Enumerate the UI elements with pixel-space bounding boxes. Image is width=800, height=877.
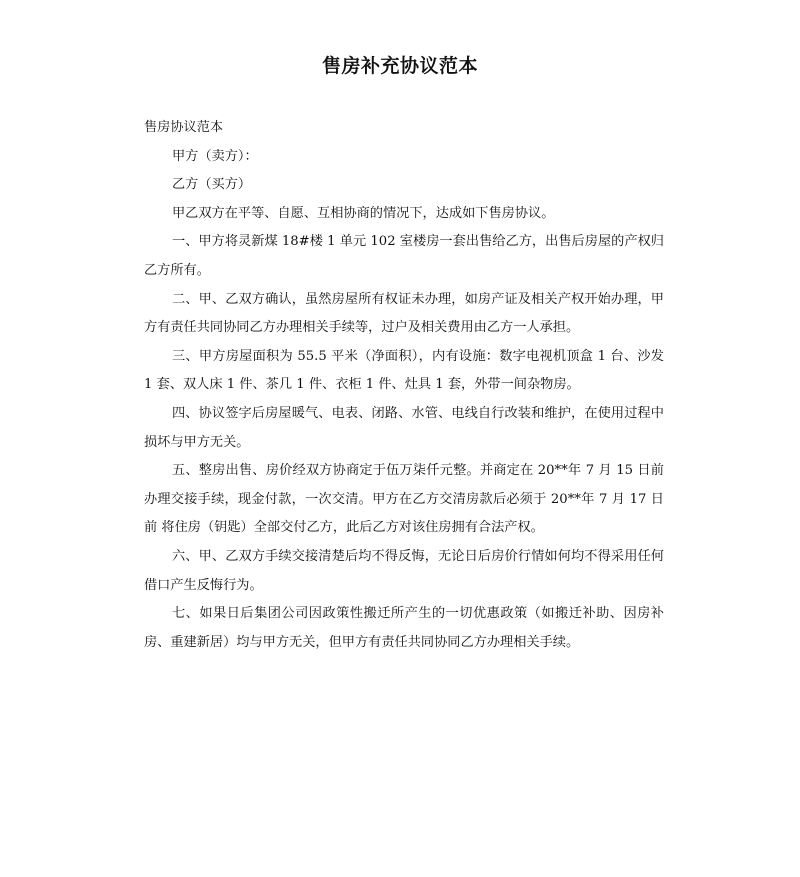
paragraph-party-b: 乙方（买方） [172, 177, 252, 193]
paragraph-clause-2: 二、甲、乙双方确认，虽然房屋所有权证未办理，如房产证及相关产权开始办理，甲方有责任共同协同乙方办理相关手续等，过户及相关费用由乙方一人承担。 [144, 291, 664, 336]
document-title: 售房补充协议范本 [321, 55, 478, 77]
paragraph-clause-1: 一、甲方将灵新煤 18#楼 1 单元 102 室楼房一套出售给乙方，出售后房屋的产权归乙方所有。 [144, 234, 664, 278]
document-body [144, 114, 664, 657]
paragraph-heading: 售房协议范本 [144, 120, 224, 135]
paragraph-clause-3: 三、甲方房屋面积为 55.5 平米（净面积），内有设施：数字电视机顶盒 1 台、沙发 1 套、双人床 1 件、茶几 1 件、衣柜 1 件、灶具 1 套，外带一间杂物房。 [144, 348, 664, 393]
paragraph-intro: 甲乙双方在平等、自愿、互相协商的情况下，达成如下售房协议。 [172, 205, 555, 221]
paragraph-party-a: 甲方（卖方）： [172, 148, 258, 164]
paragraph-clause-6: 六、甲、乙双方手续交接清楚后均不得反悔，无论日后房价行情如何均不得采用任何借口产生反悔行为。 [144, 548, 664, 593]
paragraph-clause-4: 四、协议签字后房屋暖气、电表、闭路、水管、电线自行改装和维护，在使用过程中损坏与甲方无关。 [144, 405, 664, 450]
paragraph-clause-5: 五、整房出售、房价经双方协商定于伍万柒仟元整。并商定在 20**年 7 月 15 日前办理交接手续，现金付款，一次交清。甲方在乙方交清房款后必须于 20**年 7 月 17 日前 将住房（钥匙）全部交付乙方，此后乙方对该住房拥有合法产权。 [144, 463, 664, 536]
paragraph-clause-7: 七、如果日后集团公司因政策性搬迁所产生的一切优惠政策（如搬迁补助、因房补房、重建新居）均与甲方无关，但甲方有责任共同协同乙方办理相关手续。 [144, 606, 664, 650]
